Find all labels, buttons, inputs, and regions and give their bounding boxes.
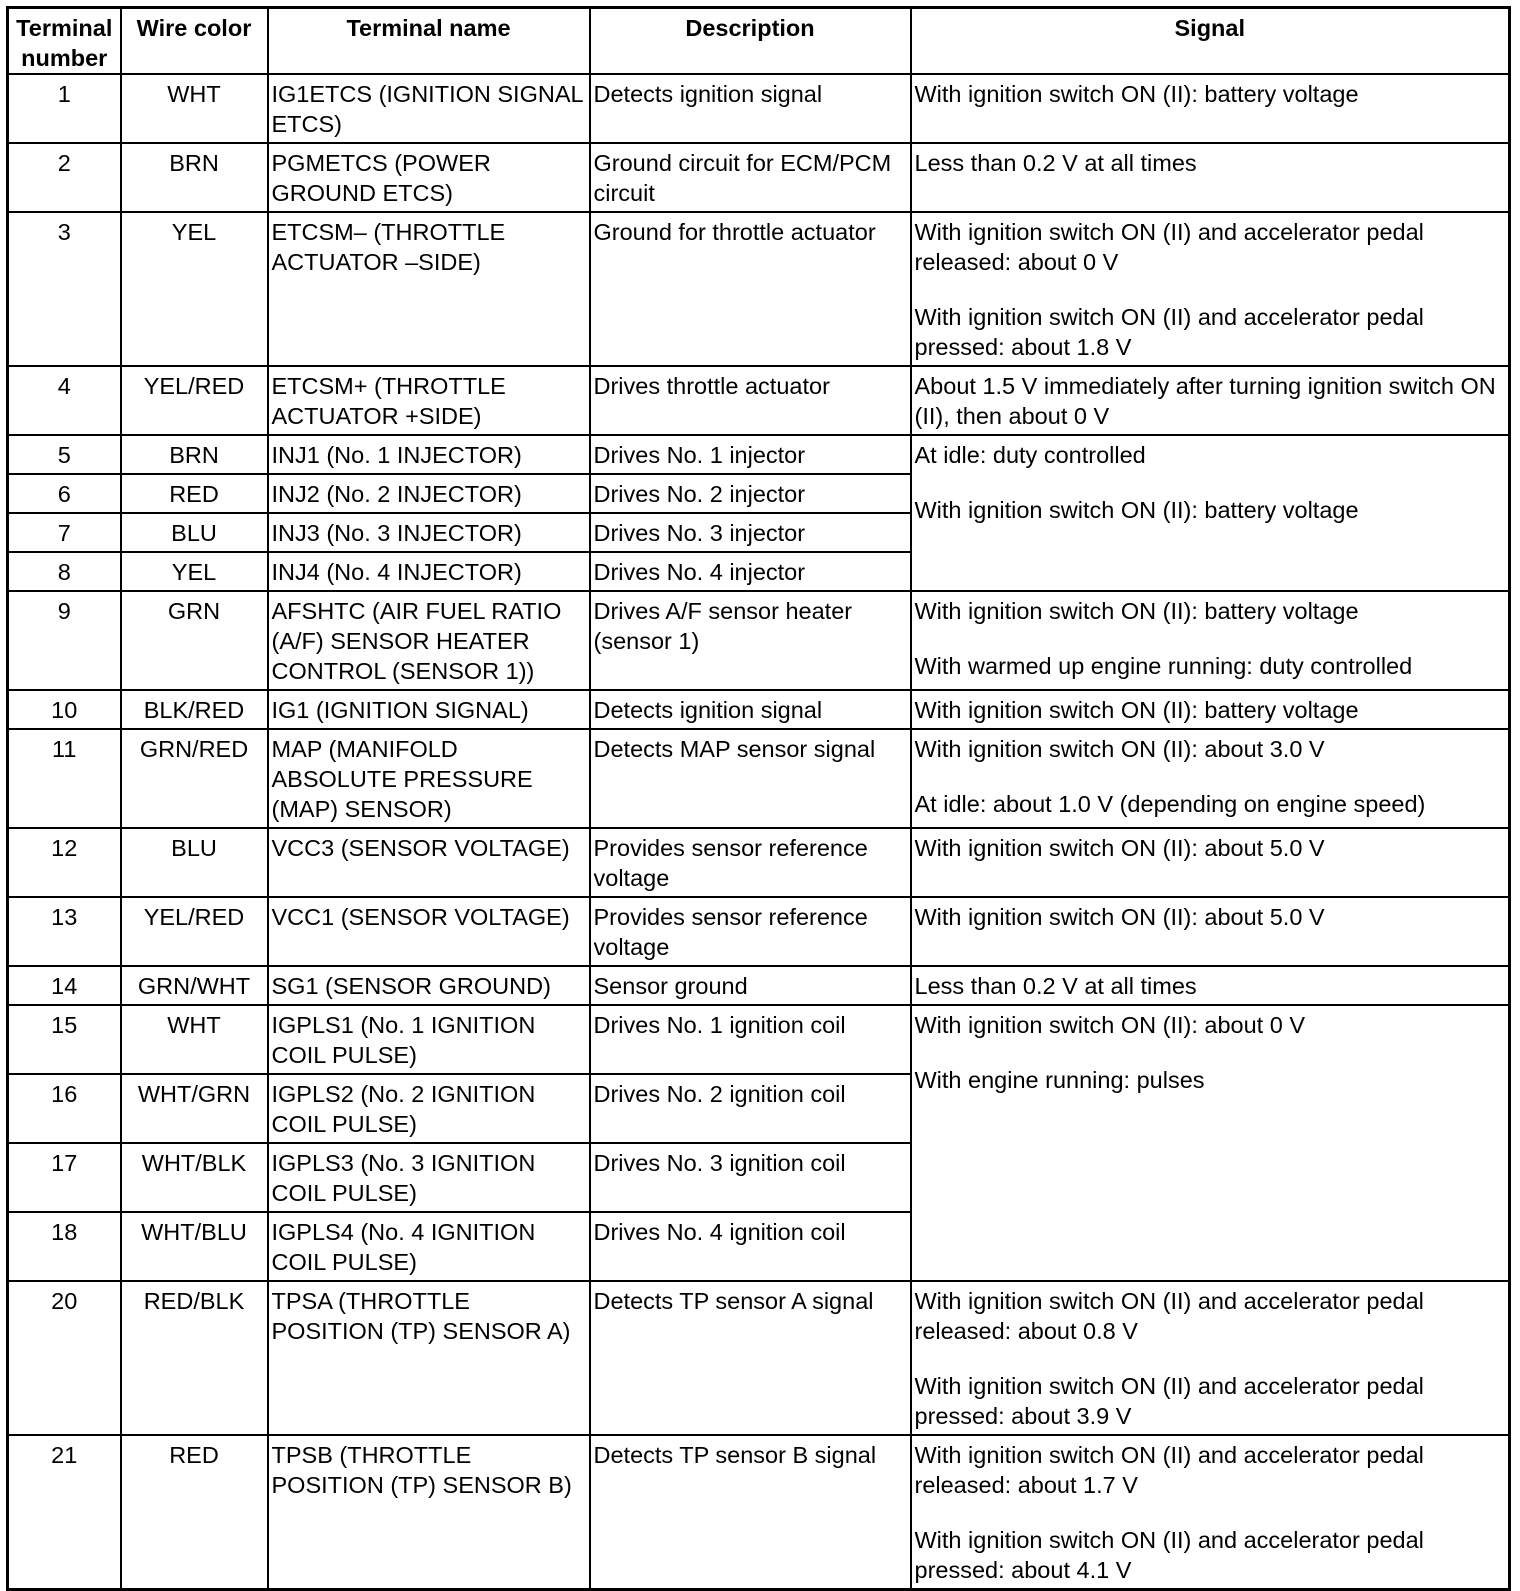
terminal-name-cell: IG1 (IGNITION SIGNAL) [268, 690, 590, 729]
header-description: Description [590, 8, 911, 75]
wire-color-cell: RED [121, 1435, 268, 1590]
signal-text: With ignition switch ON (II): about 3.0 V [914, 736, 1325, 762]
header-terminal-number: Terminal number [8, 8, 121, 75]
header-signal: Signal [911, 8, 1510, 75]
table-row [8, 366, 1510, 435]
description-cell: Provides sensor reference voltage [590, 897, 911, 966]
table-row [8, 1005, 1510, 1074]
wire-color-cell: BRN [121, 143, 268, 212]
terminal-name-cell: TPSB (THROTTLE POSITION (TP) SENSOR B) [268, 1435, 590, 1590]
description-cell: Drives No. 3 ignition coil [590, 1143, 911, 1212]
signal-cell [911, 1281, 1510, 1435]
signal-text: With ignition switch ON (II) and accelerator pedal pressed: about 1.8 V [914, 304, 1424, 360]
wire-color-cell: WHT [121, 1005, 268, 1074]
terminal-name-cell: INJ1 (No. 1 INJECTOR) [268, 435, 590, 474]
header-wire-color: Wire color [121, 8, 268, 75]
signal-text: With ignition switch ON (II): about 5.0 V [914, 904, 1325, 930]
signal-text: With ignition switch ON (II): battery voltage [914, 598, 1359, 624]
signal-text: With ignition switch ON (II) and accelerator pedal released: about 1.7 V [914, 1442, 1424, 1498]
terminal-name-cell: VCC1 (SENSOR VOLTAGE) [268, 897, 590, 966]
terminal-name-cell: AFSHTC (AIR FUEL RATIO (A/F) SENSOR HEATER CONTROL (SENSOR 1)) [268, 591, 590, 690]
description-cell: Sensor ground [590, 966, 911, 1005]
wire-color-cell: BRN [121, 435, 268, 474]
terminal-name-cell: TPSA (THROTTLE POSITION (TP) SENSOR A) [268, 1281, 590, 1435]
signal-text: With engine running: pulses [914, 1067, 1205, 1093]
terminal-number-cell: 9 [8, 591, 121, 690]
wire-color-cell: BLU [121, 828, 268, 897]
terminal-number-cell: 20 [8, 1281, 121, 1435]
terminal-number-cell: 18 [8, 1212, 121, 1281]
wire-color-cell: RED/BLK [121, 1281, 268, 1435]
signal-cell [911, 212, 1510, 366]
table-row [8, 966, 1510, 1005]
terminal-number-cell: 14 [8, 966, 121, 1005]
signal-cell [911, 74, 1510, 143]
terminal-number-cell: 21 [8, 1435, 121, 1590]
wire-color-cell: YEL [121, 212, 268, 366]
description-cell: Ground for throttle actuator [590, 212, 911, 366]
terminal-name-cell: PGMETCS (POWER GROUND ETCS) [268, 143, 590, 212]
terminal-name-cell: ETCSM– (THROTTLE ACTUATOR –SIDE) [268, 212, 590, 366]
wire-color-cell: RED [121, 474, 268, 513]
table-row [8, 591, 1510, 690]
description-cell: Drives No. 4 injector [590, 552, 911, 591]
signal-cell [911, 897, 1510, 966]
signal-text: With ignition switch ON (II): about 0 V [914, 1012, 1306, 1038]
terminal-number-cell: 1 [8, 74, 121, 143]
wire-color-cell: BLK/RED [121, 690, 268, 729]
terminal-name-cell: INJ4 (No. 4 INJECTOR) [268, 552, 590, 591]
signal-text: With ignition switch ON (II) and accelerator pedal released: about 0.8 V [914, 1288, 1424, 1344]
terminal-number-cell: 3 [8, 212, 121, 366]
signal-cell [911, 690, 1510, 729]
signal-cell [911, 828, 1510, 897]
signal-text: At idle: duty controlled [914, 442, 1146, 468]
wire-color-cell: BLU [121, 513, 268, 552]
description-cell: Detects ignition signal [590, 690, 911, 729]
table-row [8, 897, 1510, 966]
description-cell: Drives No. 1 injector [590, 435, 911, 474]
description-cell: Drives No. 3 injector [590, 513, 911, 552]
terminal-number-cell: 5 [8, 435, 121, 474]
description-cell: Ground circuit for ECM/PCM circuit [590, 143, 911, 212]
signal-text: With ignition switch ON (II) and accelerator pedal pressed: about 3.9 V [914, 1373, 1424, 1429]
signal-text: With ignition switch ON (II): battery voltage [914, 497, 1359, 523]
table-row [8, 74, 1510, 143]
wire-color-cell: WHT/BLU [121, 1212, 268, 1281]
terminal-name-cell: IGPLS3 (No. 3 IGNITION COIL PULSE) [268, 1143, 590, 1212]
table-row [8, 828, 1510, 897]
description-cell: Detects TP sensor A signal [590, 1281, 911, 1435]
signal-cell [911, 143, 1510, 212]
signal-cell [911, 591, 1510, 690]
terminal-number-cell: 2 [8, 143, 121, 212]
wire-color-cell: WHT/GRN [121, 1074, 268, 1143]
terminal-name-cell: ETCSM+ (THROTTLE ACTUATOR +SIDE) [268, 366, 590, 435]
description-cell: Drives A/F sensor heater (sensor 1) [590, 591, 911, 690]
signal-cell [911, 729, 1510, 828]
description-cell: Drives No. 1 ignition coil [590, 1005, 911, 1074]
description-cell: Provides sensor reference voltage [590, 828, 911, 897]
terminal-number-cell: 7 [8, 513, 121, 552]
terminal-name-cell: INJ3 (No. 3 INJECTOR) [268, 513, 590, 552]
signal-cell [911, 1435, 1510, 1590]
terminal-name-cell: IGPLS2 (No. 2 IGNITION COIL PULSE) [268, 1074, 590, 1143]
terminal-number-cell: 6 [8, 474, 121, 513]
signal-cell [911, 1005, 1510, 1281]
terminal-name-cell: INJ2 (No. 2 INJECTOR) [268, 474, 590, 513]
table-row [8, 212, 1510, 366]
terminal-name-cell: VCC3 (SENSOR VOLTAGE) [268, 828, 590, 897]
signal-text: With ignition switch ON (II): battery voltage [914, 81, 1359, 107]
signal-text: With ignition switch ON (II) and accelerator pedal released: about 0 V [914, 219, 1424, 275]
terminal-name-cell: MAP (MANIFOLD ABSOLUTE PRESSURE (MAP) SENSOR) [268, 729, 590, 828]
terminal-number-cell: 4 [8, 366, 121, 435]
terminal-number-cell: 17 [8, 1143, 121, 1212]
table-row [8, 435, 1510, 474]
terminal-number-cell: 13 [8, 897, 121, 966]
description-cell: Detects MAP sensor signal [590, 729, 911, 828]
signal-text: With ignition switch ON (II): about 5.0 V [914, 835, 1325, 861]
table-row [8, 1281, 1510, 1435]
signal-cell [911, 366, 1510, 435]
signal-text: At idle: about 1.0 V (depending on engine speed) [914, 791, 1426, 817]
wire-color-cell: WHT [121, 74, 268, 143]
wire-color-cell: YEL/RED [121, 366, 268, 435]
table-row [8, 729, 1510, 828]
table-row [8, 1435, 1510, 1590]
signal-text: Less than 0.2 V at all times [914, 150, 1197, 176]
terminal-number-cell: 11 [8, 729, 121, 828]
signal-cell [911, 966, 1510, 1005]
terminal-number-cell: 8 [8, 552, 121, 591]
wire-color-cell: YEL [121, 552, 268, 591]
terminal-name-cell: SG1 (SENSOR GROUND) [268, 966, 590, 1005]
terminal-name-cell: IGPLS4 (No. 4 IGNITION COIL PULSE) [268, 1212, 590, 1281]
description-cell: Drives No. 4 ignition coil [590, 1212, 911, 1281]
terminal-name-cell: IGPLS1 (No. 1 IGNITION COIL PULSE) [268, 1005, 590, 1074]
wire-color-cell: GRN [121, 591, 268, 690]
description-cell: Detects TP sensor B signal [590, 1435, 911, 1590]
signal-cell [911, 435, 1510, 591]
terminal-number-cell: 15 [8, 1005, 121, 1074]
header-row [8, 8, 1510, 75]
signal-text: With ignition switch ON (II): battery voltage [914, 697, 1359, 723]
terminal-number-cell: 10 [8, 690, 121, 729]
wire-color-cell: YEL/RED [121, 897, 268, 966]
signal-text: About 1.5 V immediately after turning ignition switch ON (II), then about 0 V [914, 373, 1496, 429]
signal-text: With warmed up engine running: duty controlled [914, 653, 1413, 679]
terminal-number-cell: 12 [8, 828, 121, 897]
description-cell: Drives throttle actuator [590, 366, 911, 435]
description-cell: Drives No. 2 injector [590, 474, 911, 513]
terminal-name-cell: IG1ETCS (IGNITION SIGNAL ETCS) [268, 74, 590, 143]
wire-color-cell: WHT/BLK [121, 1143, 268, 1212]
table-row [8, 690, 1510, 729]
signal-text: Less than 0.2 V at all times [914, 973, 1197, 999]
wire-color-cell: GRN/RED [121, 729, 268, 828]
header-terminal-name: Terminal name [268, 8, 590, 75]
terminal-table [6, 6, 1511, 1591]
table-row [8, 143, 1510, 212]
signal-text: With ignition switch ON (II) and accelerator pedal pressed: about 4.1 V [914, 1527, 1424, 1583]
description-cell: Drives No. 2 ignition coil [590, 1074, 911, 1143]
description-cell: Detects ignition signal [590, 74, 911, 143]
terminal-number-cell: 16 [8, 1074, 121, 1143]
wire-color-cell: GRN/WHT [121, 966, 268, 1005]
